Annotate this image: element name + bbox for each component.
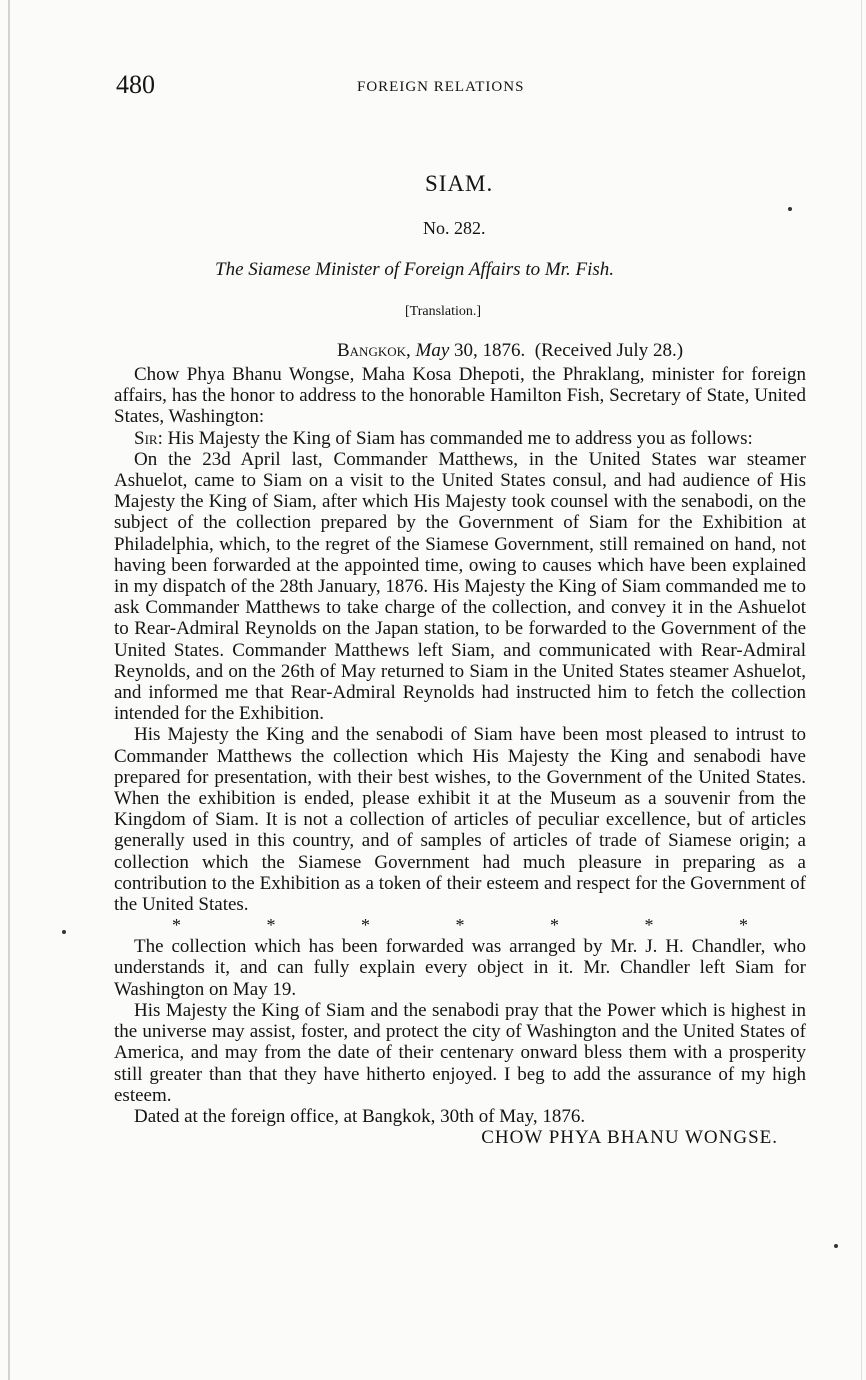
star: * bbox=[550, 915, 559, 936]
letter-intro: Chow Phya Bhanu Wongse, Maha Kosa Dhepoti, the Phraklang, minister for foreign affairs, has the honor to address to the honorable Hamilton Fish, Secretary of State, United States, Washington: bbox=[114, 364, 806, 428]
letter-paragraph-5: His Majesty the King of Siam and the senabodi pray that the Power which is highest in the universe may assist, foster, and protect the city of Washington and the United States of America, and may from the date of their centenary onward bless them with a prosperity still greater than that they have hitherto enjoyed. I beg to add the assurance of my high esteem. bbox=[114, 999, 806, 1106]
page-edge-left bbox=[8, 0, 10, 1380]
paragraph-1-text: His Majesty the King of Siam has commanded me to address you as follows: bbox=[167, 427, 753, 449]
signature: CHOW PHYA BHANU WONGSE. bbox=[481, 1127, 778, 1149]
letter-closing: Dated at the foreign office, at Bangkok, 30th of May, 1876. bbox=[134, 1105, 586, 1127]
star: * bbox=[644, 915, 654, 936]
letter-paragraph-3: His Majesty the King and the senabodi of Siam have been most pleased to intrust to Commander Matthews the collection which His Majesty the King and senabodi have prepared for presentation, with their best wishes, to the Government of the United States. When the exhibition is ended, please exhibit it at the Museum as a souvenir from the Kingdom of Siam. It is not a collection of articles of peculiar excellence, but of articles generally used in this country, and of samples of articles of trade of Siamese origin; a collection which the Siamese Government had much pleasure in preparing as a contribution to the Exhibition as a token of their esteem and respect for the Government of the United States. bbox=[114, 724, 806, 916]
country-heading: SIAM. bbox=[425, 171, 494, 196]
star: * bbox=[455, 915, 465, 936]
omission-stars bbox=[114, 915, 806, 936]
dateline-place: Bangkok, bbox=[337, 340, 411, 361]
dateline-date: 30, 1876. bbox=[454, 340, 526, 361]
dateline bbox=[337, 340, 683, 362]
dateline-month: May bbox=[415, 340, 450, 361]
print-speck bbox=[788, 207, 792, 211]
translation-note: [Translation.] bbox=[405, 304, 482, 319]
running-title: FOREIGN RELATIONS bbox=[357, 79, 525, 95]
letter-body bbox=[114, 364, 806, 1148]
page-edge-right bbox=[861, 0, 862, 1380]
letter-paragraph-2: On the 23d April last, Commander Matthews, in the United States war steamer Ashuelot, came to Siam on a visit to the United States consul, and had audience of His Majesty the King of Siam, after which His Majesty took counsel with the senabodi, on the subject of the collection prepared by the Government of Siam for the Exhibition at Philadelphia, which, to the regret of the Siamese Government, still remained on hand, not having been forwarded at the appointed time, owing to causes which have been explained in my dispatch of the 28th January, 1876. His Majesty the King of Siam commanded me to ask Commander Matthews to take charge of the collection, and convey it in the Ashuelot to Rear-Admiral Reynolds on the Japan station, to be forwarded to the Government of the United States. Commander Matthews left Siam, and communicated with Rear-Admiral Reynolds, and on the 26th of May returned to Siam in the United States steamer Ashuelot, and informed me that Rear-Admiral Reynolds had instructed him to fetch the collection intended for the Exhibition. bbox=[114, 448, 806, 725]
letter-paragraph-1 bbox=[114, 428, 806, 449]
salutation: Sir: bbox=[134, 427, 163, 449]
print-speck bbox=[834, 1244, 838, 1248]
print-speck bbox=[62, 930, 66, 934]
star: * bbox=[266, 915, 276, 936]
letter-paragraph-4: The collection which has been forwarded was arranged by Mr. J. H. Chandler, who understands it, and can fully explain every object in it. Mr. Chandler left Siam for Washington on May 19. bbox=[114, 936, 806, 1000]
dateline-received: (Received July 28.) bbox=[534, 340, 684, 361]
document-number: No. 282. bbox=[423, 218, 486, 238]
star: * bbox=[361, 915, 370, 936]
page-number: 480 bbox=[116, 70, 155, 99]
star: * bbox=[172, 915, 181, 936]
star: * bbox=[739, 915, 748, 936]
document-title: The Siamese Minister of Foreign Affairs to Mr. Fish. bbox=[215, 259, 614, 280]
